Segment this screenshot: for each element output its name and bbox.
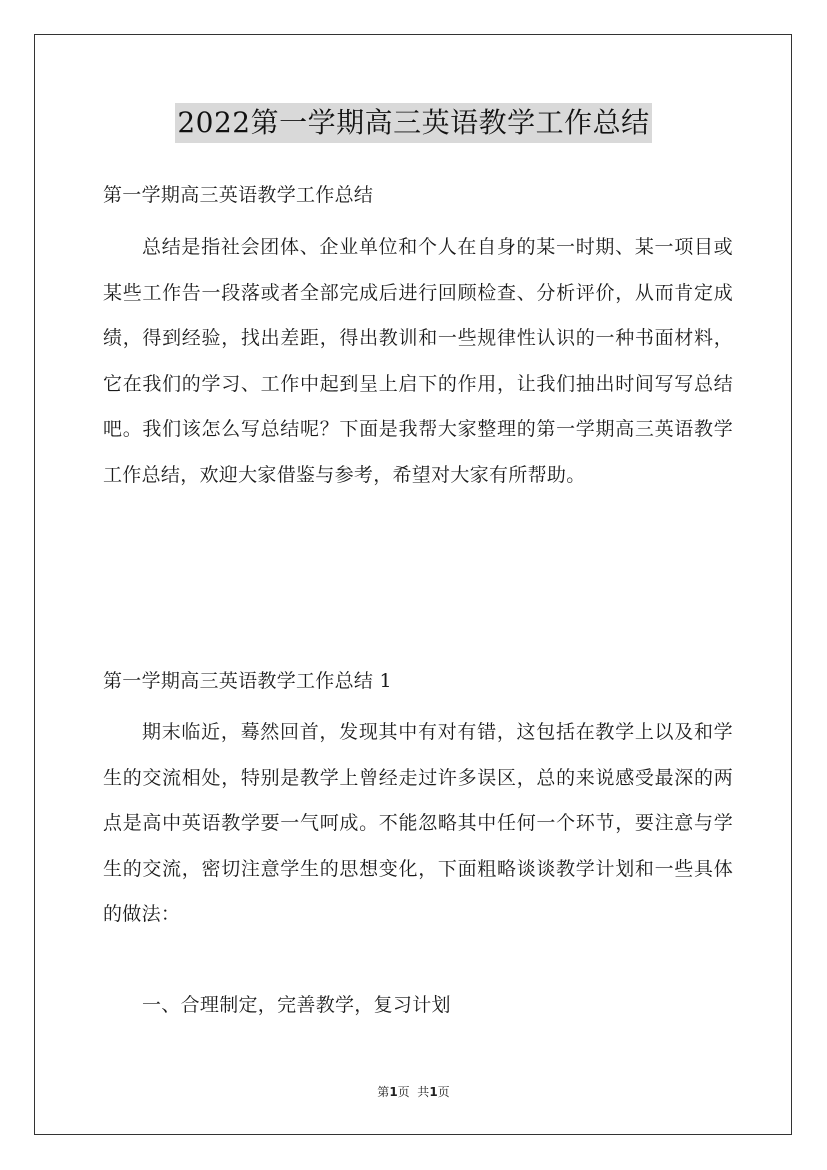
list-item: 一、合理制定，完善教学，复习计划 <box>142 994 451 1016</box>
title-container <box>0 103 827 143</box>
footer-page-mid: 页 共 <box>397 1085 430 1099</box>
footer-page-suffix: 页 <box>437 1085 450 1099</box>
section-paragraph: 期末临近，蓦然回首，发现其中有对有错，这包括在教学上以及和学生的交流相处，特别是教学上曾经走过许多误区，总的来说感受最深的两点是高中英语教学要一气呵成。不能忽略其中任何一个环节，要注意与学生的交流，密切注意学生的思想变化，下面粗略谈谈教学计划和一些具体的做法： <box>103 721 733 925</box>
page-footer <box>0 1083 827 1100</box>
document-title: 2022第一学期高三英语教学工作总结 <box>175 103 651 143</box>
footer-page-number: 1 <box>389 1085 398 1099</box>
section-heading: 第一学期高三英语教学工作总结 1 <box>103 670 392 692</box>
footer-total-pages: 1 <box>429 1085 438 1099</box>
document-subtitle: 第一学期高三英语教学工作总结 <box>103 184 374 206</box>
footer-page-prefix: 第 <box>377 1085 390 1099</box>
intro-paragraph: 总结是指社会团体、企业单位和个人在自身的某一时期、某一项目或某些工作告一段落或者全部完成后进行回顾检查、分析评价，从而肯定成绩，得到经验，找出差距，得出教训和一些规律性认识的一种书面材料，它在我们的学习、工作中起到呈上启下的作用，让我们抽出时间写写总结吧。我们该怎么写总结呢？下面是我帮大家整理的第一学期高三英语教学工作总结，欢迎大家借鉴与参考，希望对大家有所帮助。 <box>103 236 733 486</box>
